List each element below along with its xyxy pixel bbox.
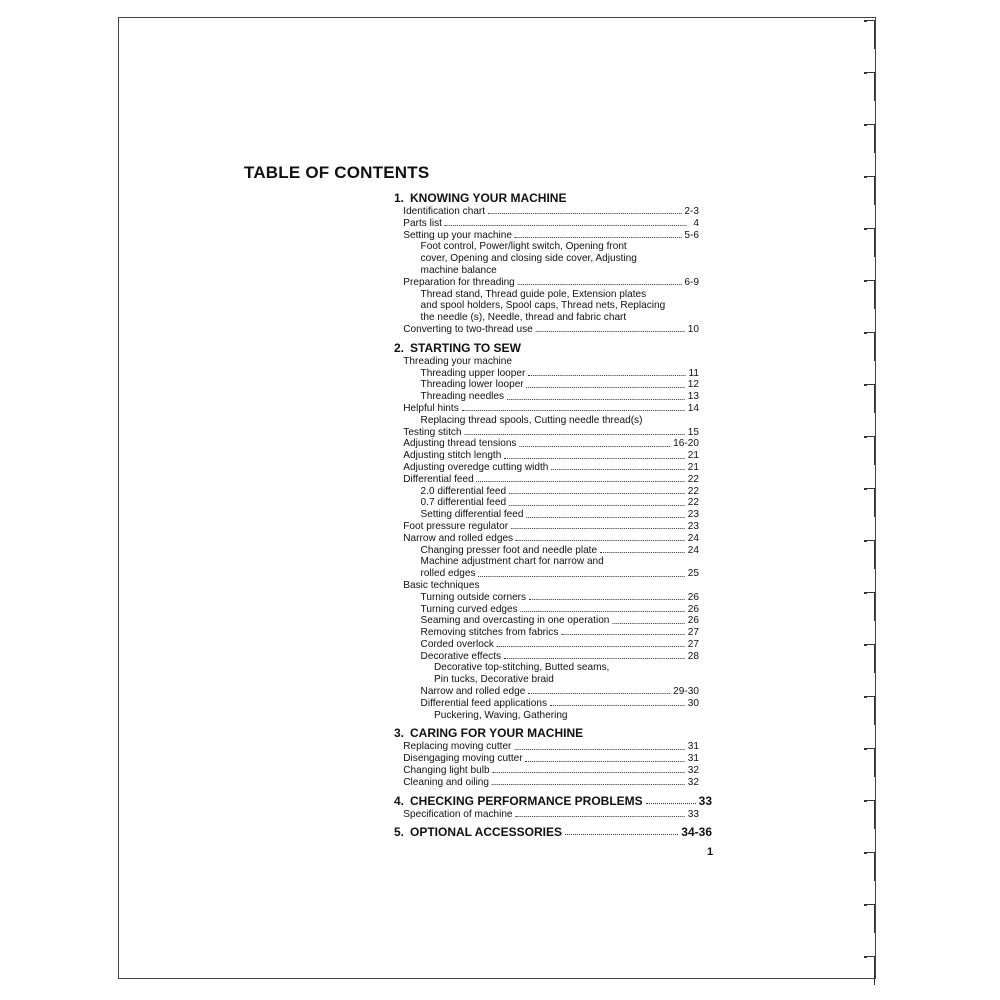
entry-label: Changing presser foot and needle plate: [420, 543, 598, 556]
entry-page-ref: 21: [687, 460, 699, 473]
section-heading[interactable]: [386, 191, 712, 206]
index-tab-mark: [866, 176, 875, 205]
index-tab-mark: [866, 280, 875, 309]
dot-leader: [515, 816, 684, 817]
entry-label: Adjusting thread tensions: [403, 437, 517, 450]
toc-section: [386, 191, 712, 336]
entry-label: Turning curved edges: [420, 602, 518, 615]
entry-label: Threading your machine: [403, 354, 512, 367]
section-title: CARING FOR YOUR MACHINE: [410, 726, 584, 741]
index-tab-mark: [866, 384, 875, 413]
entry-page-ref: 22: [687, 472, 699, 485]
dot-leader: [462, 410, 685, 411]
dot-leader: [565, 834, 678, 835]
dot-leader: [488, 213, 682, 214]
dot-leader: [504, 458, 685, 459]
dot-leader: [509, 493, 685, 494]
entry-page-ref: 23: [687, 519, 699, 532]
dot-leader: [561, 634, 685, 635]
entry-label: Differential feed applications: [420, 696, 548, 709]
section-number: 2.: [393, 340, 404, 355]
entry-label: Adjusting overedge cutting width: [403, 460, 549, 473]
section-heading[interactable]: [386, 341, 712, 356]
dot-leader: [526, 517, 684, 518]
index-tab-mark: [866, 332, 875, 361]
entry-page-ref: 23: [687, 508, 699, 521]
index-tab-mark: [866, 644, 875, 673]
entry-page-ref: 26: [687, 602, 699, 615]
entry-label: Converting to two-thread use: [403, 322, 533, 335]
section-page-ref: 33: [698, 793, 712, 808]
index-tab-mark: [866, 852, 875, 881]
entry-page-ref: 26: [687, 614, 699, 627]
entry-label: Seaming and overcasting in one operation: [420, 614, 610, 627]
entry-label: Adjusting stitch length: [403, 449, 502, 462]
dot-leader: [519, 446, 670, 447]
entry-page-ref: 16-20: [673, 437, 699, 450]
index-tab-mark: [866, 228, 875, 257]
entry-page-ref: 32: [687, 775, 699, 788]
section-number: 1.: [393, 191, 404, 205]
section-title: STARTING TO SEW: [410, 340, 521, 355]
dot-leader: [551, 469, 685, 470]
entry-page-ref: 2-3: [684, 205, 699, 217]
dot-leader: [477, 481, 685, 482]
entry-label: 2.0 differential feed: [420, 484, 507, 497]
dot-leader: [526, 761, 685, 762]
section-number: 4.: [393, 793, 404, 808]
entry-note: Replacing thread spools, Cutting needle thread(s): [420, 413, 643, 426]
entry-page-ref: 13: [687, 390, 699, 403]
dot-leader: [514, 749, 685, 750]
entry-label: Differential feed: [403, 472, 474, 485]
index-tab-mark: [866, 800, 875, 829]
entry-label: Corded overlock: [420, 637, 494, 650]
entry-label: Threading needles: [420, 390, 505, 403]
entry-page-ref: 31: [687, 752, 699, 765]
dot-leader: [511, 528, 685, 529]
entry-label: rolled edges: [420, 567, 476, 580]
entry-label: Cleaning and oiling: [403, 775, 490, 788]
dot-leader: [464, 434, 684, 435]
toc-section: [386, 726, 712, 788]
entry-page-ref: 32: [687, 764, 699, 777]
entry-label: Setting differential feed: [420, 508, 524, 521]
dot-leader: [509, 505, 685, 506]
section-number: 5.: [393, 825, 404, 840]
dot-leader: [492, 772, 684, 773]
section-page-ref: 34-36: [681, 825, 712, 840]
table-of-contents: [386, 191, 712, 840]
index-tab-mark: [866, 540, 875, 569]
entry-label: Removing stitches from fabrics: [420, 626, 559, 639]
dot-leader: [445, 225, 687, 226]
dot-leader: [492, 784, 685, 785]
entry-page-ref: 21: [687, 449, 699, 462]
dot-leader: [504, 658, 685, 659]
entry-page-ref: 24: [687, 543, 699, 556]
entry-page-ref: 4: [693, 216, 699, 229]
entry-label: Setting up your machine: [403, 228, 512, 241]
entry-label: Narrow and rolled edge: [420, 685, 526, 698]
entry-label: Testing stitch: [403, 425, 462, 438]
dot-leader: [529, 599, 685, 600]
entry-page-ref: 25: [687, 567, 699, 580]
index-tab-mark: [866, 436, 875, 465]
entry-page-ref: 24: [687, 531, 699, 544]
page-title: TABLE OF CONTENTS: [244, 163, 430, 182]
dot-leader: [536, 331, 685, 332]
dot-leader: [646, 803, 696, 804]
entry-label: Identification chart: [403, 205, 486, 217]
entry-page-ref: 11: [688, 366, 699, 379]
section-heading[interactable]: [386, 794, 712, 809]
entry-note: Decorative top-stitching, Butted seams, Pin tucks, Decorative braid: [434, 661, 610, 686]
section-title: OPTIONAL ACCESSORIES: [410, 825, 563, 840]
entry-page-ref: 26: [687, 590, 699, 603]
index-tab-mark: [866, 748, 875, 777]
dot-leader: [527, 387, 685, 388]
section-heading[interactable]: [386, 825, 712, 840]
entry-label: Threading lower looper: [420, 378, 524, 391]
dot-leader: [612, 623, 685, 624]
entry-page-ref: 5-6: [684, 228, 699, 241]
entry-label: Replacing moving cutter: [403, 740, 512, 753]
entry-label: Helpful hints: [403, 401, 459, 414]
entry-page-ref: 29-30: [673, 685, 699, 698]
entry-note: Thread stand, Thread guide pole, Extension plates and spool holders, Spool caps, Thread nets, Replacing the needle (s), Needle, thread and fabric chart: [420, 287, 666, 324]
dot-leader: [497, 646, 685, 647]
toc-entry[interactable]: [386, 324, 699, 336]
entry-label: Narrow and rolled edges: [403, 531, 514, 544]
toc-section: [386, 794, 712, 821]
dot-leader: [478, 576, 684, 577]
entry-label: Parts list: [403, 216, 442, 229]
index-tab-mark: [866, 696, 875, 725]
index-tab-mark: [866, 904, 875, 933]
entry-page-ref: 31: [687, 740, 699, 753]
entry-page-ref: 27: [687, 626, 699, 639]
entry-page-ref: 12: [687, 378, 699, 391]
entry-page-ref: 22: [687, 484, 699, 497]
entry-page-ref: 14: [687, 401, 699, 414]
entry-label: Changing light bulb: [403, 764, 490, 777]
entry-label: Turning outside corners: [420, 590, 527, 603]
section-number: 3.: [393, 726, 404, 741]
entry-label: 0.7 differential feed: [420, 496, 507, 509]
toc-section: [386, 341, 712, 722]
entry-label: Preparation for threading: [403, 275, 515, 288]
dot-leader: [528, 693, 670, 694]
toc-entry[interactable]: [386, 809, 699, 821]
entry-label: Threading upper looper: [420, 366, 526, 379]
entry-page-ref: 33: [687, 807, 699, 820]
entry-note: Foot control, Power/light switch, Opening front cover, Opening and closing side cover, Adjusting machine balance: [420, 240, 637, 276]
entry-page-ref: 15: [687, 425, 699, 438]
entry-page-ref: 28: [687, 649, 699, 662]
page-number: 1: [707, 846, 714, 858]
index-tab-mark: [866, 20, 875, 49]
index-tab-mark: [866, 72, 875, 101]
entry-note: Machine adjustment chart for narrow and: [420, 555, 604, 568]
dot-leader: [521, 611, 685, 612]
entry-label: Specification of machine: [403, 807, 513, 820]
entry-page-ref: 27: [687, 637, 699, 650]
entry-page-ref: 10: [687, 322, 699, 335]
dot-leader: [550, 705, 685, 706]
section-heading[interactable]: [386, 726, 712, 741]
entry-label: Basic techniques: [403, 578, 480, 591]
dot-leader: [600, 552, 685, 553]
dot-leader: [516, 540, 685, 541]
section-title: KNOWING YOUR MACHINE: [410, 191, 567, 205]
dot-leader: [515, 237, 682, 238]
index-tab-mark: [866, 488, 875, 517]
index-tab-mark: [866, 592, 875, 621]
section-title: CHECKING PERFORMANCE PROBLEMS: [410, 793, 643, 808]
entry-page-ref: 22: [687, 496, 699, 509]
entry-page-ref: 30: [687, 696, 699, 709]
dot-leader: [528, 375, 685, 376]
entry-label: Decorative effects: [420, 649, 502, 662]
toc-section: [386, 825, 712, 840]
toc-entry[interactable]: [386, 777, 699, 789]
entry-page-ref: 6-9: [684, 275, 699, 288]
index-tab-mark: [866, 124, 875, 153]
entry-label: Disengaging moving cutter: [403, 752, 523, 765]
entry-note: Puckering, Waving, Gathering: [434, 708, 568, 721]
index-tab-mark: [866, 956, 875, 985]
dot-leader: [507, 399, 685, 400]
entry-label: Foot pressure regulator: [403, 519, 509, 532]
dot-leader: [518, 284, 682, 285]
